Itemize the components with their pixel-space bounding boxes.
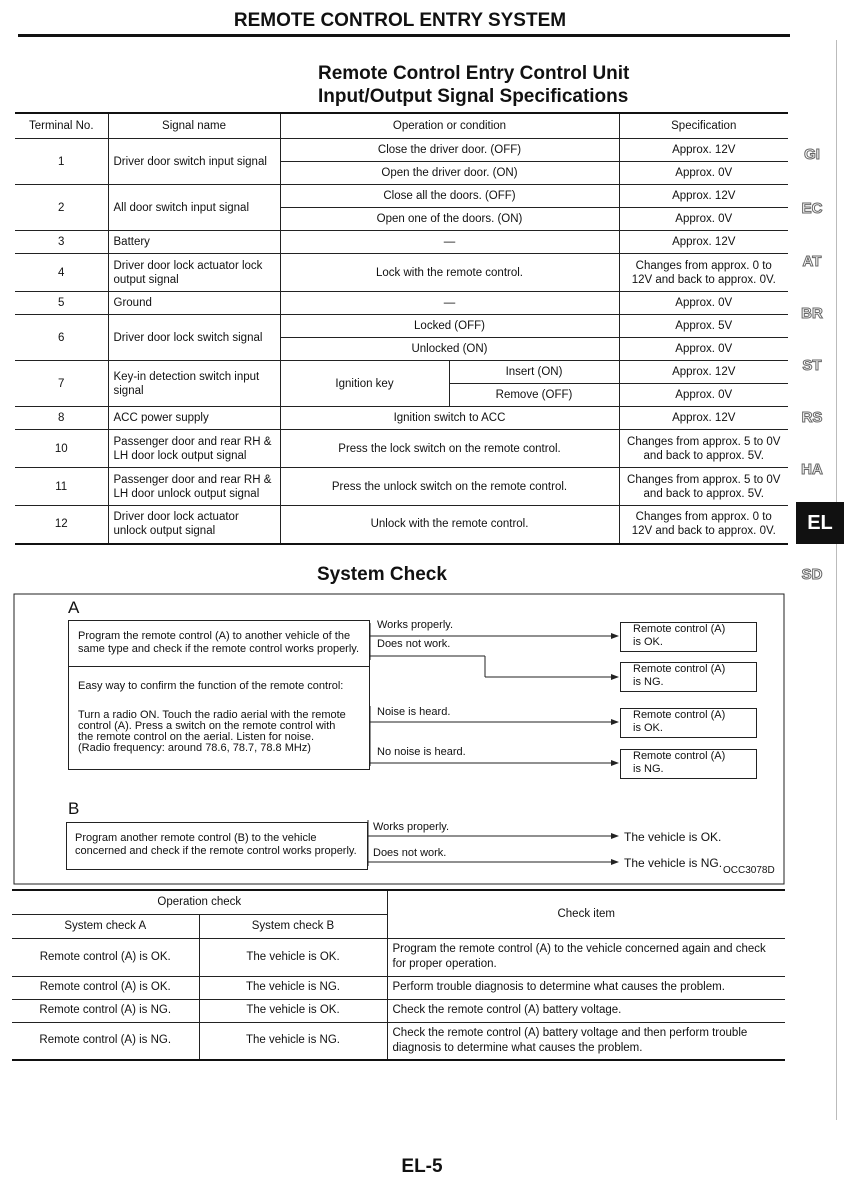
specification: Approx. 0V xyxy=(619,338,788,361)
signal-name-line2: LH door lock output signal xyxy=(113,449,247,462)
arrow-icon xyxy=(611,859,619,865)
arrow-icon xyxy=(611,633,619,639)
operation: — xyxy=(280,292,619,315)
signal-name: Ground xyxy=(108,292,280,315)
check-a-result: Remote control (A) is OK. xyxy=(12,976,199,999)
result-line1: Remote control (A) xyxy=(633,623,726,635)
section-tab-br[interactable]: BR xyxy=(801,305,823,322)
flow-a-noise-label: Noise is heard. xyxy=(377,706,451,718)
signal-name-line1: Passenger door and rear RH & xyxy=(113,435,272,448)
specification: Approx. 12V xyxy=(619,231,788,254)
result-line2: is NG. xyxy=(633,763,664,775)
terminal-no: 1 xyxy=(15,139,108,185)
specification: Approx. 0V xyxy=(619,208,788,231)
check-item: Check the remote control (A) battery voltage. xyxy=(387,999,785,1022)
signal-name-line2: unlock output signal xyxy=(113,525,216,538)
result-vehicle-ok: The vehicle is OK. xyxy=(624,830,722,844)
specification: Approx. 0V xyxy=(619,292,788,315)
page-number: EL-5 xyxy=(401,1156,443,1177)
flow-b-step xyxy=(66,822,368,870)
specification: Approx. 0V xyxy=(619,384,788,407)
signal-name-line1: Key-in detection switch input xyxy=(113,370,260,383)
signal-name-line1: Driver door lock actuator xyxy=(113,511,239,524)
check-item: Check the remote control (A) battery voltage and then perform trouble diagnosis to determine what causes the problem. xyxy=(387,1022,785,1060)
system-check-b-header: System check B xyxy=(199,914,387,938)
terminal-no: 10 xyxy=(15,430,108,468)
col-signal-name: Signal name xyxy=(108,113,280,139)
signal-name: Driver door switch input signal xyxy=(108,139,280,185)
operation: Unlock with the remote control. xyxy=(280,506,619,544)
flow-b-notwork-label: Does not work. xyxy=(373,847,447,859)
section-tab-ha[interactable]: HA xyxy=(801,461,823,478)
check-a-result: Remote control (A) is NG. xyxy=(12,999,199,1022)
specification: Approx. 12V xyxy=(619,361,788,384)
terminal-no: 2 xyxy=(15,185,108,231)
flow-a-nonoise-label: No noise is heard. xyxy=(377,746,466,758)
table-header-row xyxy=(12,890,785,914)
result-line2: is NG. xyxy=(633,676,664,688)
flow-a-step2: Easy way to confirm the function of the remote control: xyxy=(78,680,344,692)
operation-check-table xyxy=(12,889,785,1061)
flow-b-step-line2: concerned and check if the remote control works properly. xyxy=(75,845,357,857)
flow-a-panel xyxy=(68,620,370,770)
flow-a-step1 xyxy=(69,621,369,667)
check-b-result: The vehicle is NG. xyxy=(199,1022,387,1060)
result-line1: Remote control (A) xyxy=(633,750,726,762)
specification: Approx. 12V xyxy=(619,407,788,430)
operation: Press the unlock switch on the remote control. xyxy=(280,468,619,506)
operation: Unlocked (ON) xyxy=(280,338,619,361)
table-row xyxy=(12,999,785,1022)
condition: Ignition key xyxy=(280,361,449,407)
signal-name: ACC power supply xyxy=(108,407,280,430)
operation: Lock with the remote control. xyxy=(280,254,619,292)
spec-line2: 12V and back to approx. 0V. xyxy=(631,525,776,538)
signal-name-line1: Driver door lock actuator lock xyxy=(113,259,263,272)
flow-a-step1-line2: same type and check if the remote control works properly. xyxy=(78,643,360,655)
section-tab-at[interactable]: AT xyxy=(802,253,822,270)
operation: Insert (ON) xyxy=(449,361,619,384)
operation: Open the driver door. (ON) xyxy=(280,162,619,185)
spec-line2: and back to approx. 5V. xyxy=(643,487,764,500)
spec-title-line1: Remote Control Entry Control Unit xyxy=(318,63,630,84)
section-tab-gi[interactable]: GI xyxy=(804,146,820,163)
specification: Approx. 12V xyxy=(619,139,788,162)
operation: Press the lock switch on the remote control. xyxy=(280,430,619,468)
col-specification: Specification xyxy=(619,113,788,139)
table-row xyxy=(12,938,785,976)
flowchart-arrowheads xyxy=(611,633,619,865)
check-b-result: The vehicle is NG. xyxy=(199,976,387,999)
check-b-result: The vehicle is OK. xyxy=(199,938,387,976)
signal-name: Driver door lock switch signal xyxy=(108,315,280,361)
check-a-result: Remote control (A) is NG. xyxy=(12,1022,199,1060)
result-rc-a-ok-2 xyxy=(620,708,757,738)
operation: Locked (OFF) xyxy=(280,315,619,338)
table-row xyxy=(12,1022,785,1060)
page-header-title: REMOTE CONTROL ENTRY SYSTEM xyxy=(233,10,567,31)
terminal-no: 3 xyxy=(15,231,108,254)
spec-line1: Changes from approx. 5 to 0V xyxy=(627,435,781,448)
flow-a-step3-line4: (Radio frequency: around 78.6, 78.7, 78.8 MHz) xyxy=(78,742,311,754)
operation: Open one of the doors. (ON) xyxy=(280,208,619,231)
operation: Close the driver door. (OFF) xyxy=(280,139,619,162)
signal-name-line2: output signal xyxy=(113,273,179,286)
terminal-no: 5 xyxy=(15,292,108,315)
spec-line1: Changes from approx. 0 to xyxy=(635,259,772,272)
flow-a-notwork-label: Does not work. xyxy=(377,638,451,650)
spec-line2: and back to approx. 5V. xyxy=(643,449,764,462)
col-terminal: Terminal No. xyxy=(15,113,108,139)
check-b-result: The vehicle is OK. xyxy=(199,999,387,1022)
signal-name-line2: signal xyxy=(113,384,144,397)
spec-line2: 12V and back to approx. 0V. xyxy=(631,273,776,286)
spec-title-line2: Input/Output Signal Specifications xyxy=(318,86,629,107)
terminal-no: 6 xyxy=(15,315,108,361)
section-tab-rs[interactable]: RS xyxy=(801,409,823,426)
flow-a-step3 xyxy=(69,693,369,754)
operation: Close all the doors. (OFF) xyxy=(280,185,619,208)
result-line1: Remote control (A) xyxy=(633,709,726,721)
terminal-no: 7 xyxy=(15,361,108,407)
result-rc-a-ok-1 xyxy=(620,622,757,652)
result-line2: is OK. xyxy=(633,722,663,734)
signal-name: Battery xyxy=(108,231,280,254)
check-item: Program the remote control (A) to the vehicle concerned again and check for proper operation. xyxy=(387,938,785,976)
terminal-no: 4 xyxy=(15,254,108,292)
operation: Remove (OFF) xyxy=(449,384,619,407)
signal-name: All door switch input signal xyxy=(108,185,280,231)
terminal-no: 8 xyxy=(15,407,108,430)
terminal-no: 11 xyxy=(15,468,108,506)
system-check-title: System Check xyxy=(317,564,447,585)
section-tab-sd[interactable]: SD xyxy=(801,566,823,583)
specification: Approx. 12V xyxy=(619,185,788,208)
operation: Ignition switch to ACC xyxy=(280,407,619,430)
result-vehicle-ng: The vehicle is NG. xyxy=(624,856,723,870)
arrow-icon xyxy=(611,674,619,680)
section-tab-ec[interactable]: EC xyxy=(801,200,823,217)
arrow-icon xyxy=(611,760,619,766)
check-item: Perform trouble diagnosis to determine what causes the problem. xyxy=(387,976,785,999)
signal-name-line1: Passenger door and rear RH & xyxy=(113,473,272,486)
specification: Approx. 0V xyxy=(619,162,788,185)
result-rc-a-ng-2 xyxy=(620,749,757,779)
check-item-header: Check item xyxy=(387,890,785,938)
flow-a-step3-line1: Turn a radio ON. Touch the radio aerial with the remote xyxy=(78,709,346,721)
check-a-result: Remote control (A) is OK. xyxy=(12,938,199,976)
signal-name-line2: LH door unlock output signal xyxy=(113,487,260,500)
result-rc-a-ng-1 xyxy=(620,662,757,692)
operation-check-header: Operation check xyxy=(12,890,387,914)
flow-b-step-text xyxy=(67,823,367,858)
flow-a-step3-line3: the remote control on the aerial. Listen for noise. xyxy=(78,731,315,743)
arrow-icon xyxy=(611,833,619,839)
terminal-no: 12 xyxy=(15,506,108,544)
spec-line1: Changes from approx. 5 to 0V xyxy=(627,473,781,486)
flow-a-step3-line2: control (A). Press a switch on the remote control with xyxy=(78,720,336,732)
flow-label-a: A xyxy=(68,598,80,617)
result-line1: Remote control (A) xyxy=(633,663,726,675)
flow-label-b: B xyxy=(68,799,80,818)
operation: — xyxy=(280,231,619,254)
flow-a-works-label: Works properly. xyxy=(377,619,454,631)
flow-b-works-label: Works properly. xyxy=(373,821,450,833)
arrow-icon xyxy=(611,719,619,725)
figure-code: OCC3078D xyxy=(723,865,775,876)
table-row xyxy=(12,976,785,999)
system-check-a-header: System check A xyxy=(12,914,199,938)
spec-line1: Changes from approx. 0 to xyxy=(635,511,772,524)
specification: Approx. 5V xyxy=(619,315,788,338)
result-line2: is OK. xyxy=(633,636,663,648)
section-tab-el-active[interactable]: EL xyxy=(796,502,844,544)
flow-a-step1-line1: Program the remote control (A) to another vehicle of the xyxy=(78,630,351,642)
col-operation: Operation or condition xyxy=(280,113,619,139)
section-tab-st[interactable]: ST xyxy=(802,357,822,374)
flow-b-step-line1: Program another remote control (B) to the vehicle xyxy=(75,832,317,844)
